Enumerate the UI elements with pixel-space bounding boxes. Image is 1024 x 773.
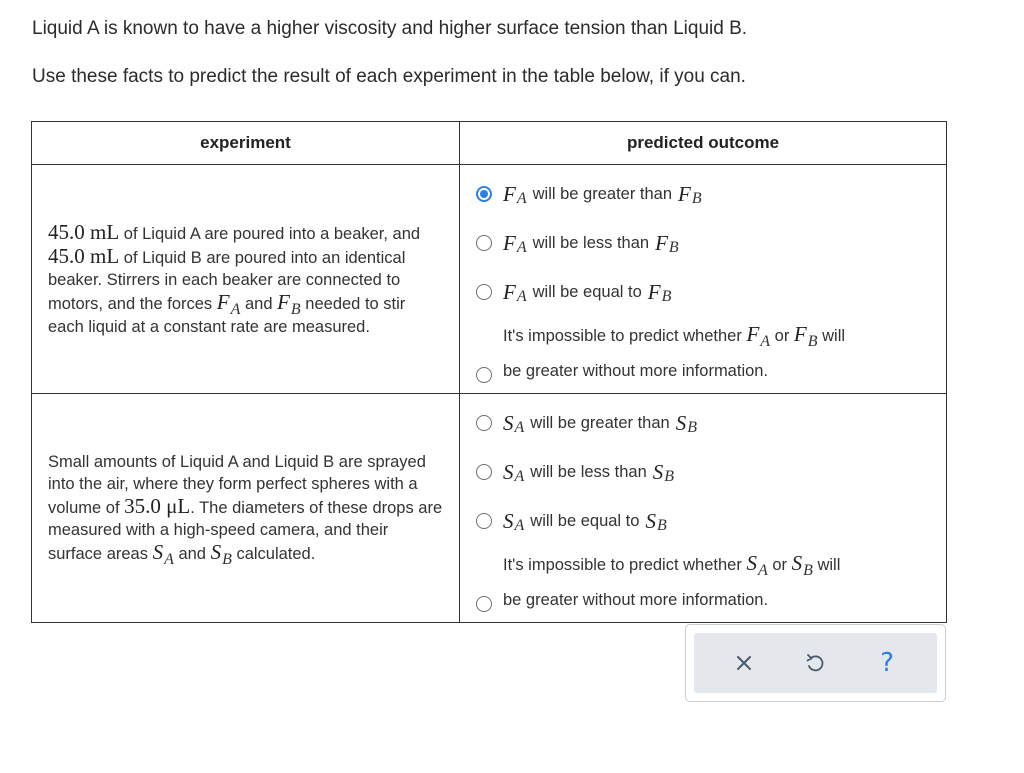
help-button[interactable] bbox=[867, 643, 907, 683]
variable-subscript: B bbox=[668, 239, 679, 256]
option-text: will bbox=[817, 556, 841, 574]
variable-subscript: B bbox=[290, 300, 301, 318]
variable-subscript: A bbox=[164, 550, 174, 568]
variable-symbol: F bbox=[216, 289, 230, 314]
experiment-text: Small amounts of Liquid A and Liquid B are sprayed into the air, where they form perfect spheres with a volume of bbox=[48, 452, 426, 517]
table-row bbox=[32, 165, 947, 394]
option-text: It's impossible to predict whether bbox=[503, 327, 742, 345]
option-sa-equal[interactable] bbox=[460, 497, 946, 546]
variable-subscript: A bbox=[516, 190, 527, 207]
variable-symbol: S bbox=[675, 410, 687, 435]
undo-button[interactable] bbox=[795, 643, 835, 683]
variable-subscript: A bbox=[514, 468, 525, 485]
header-experiment: experiment bbox=[32, 122, 460, 165]
intro-line-2: Use these facts to predict the result of each experiment in the table below, if you can. bbox=[32, 66, 746, 87]
variable-symbol: S bbox=[645, 508, 656, 533]
variable-symbol: S bbox=[503, 508, 514, 533]
help-icon: ? bbox=[880, 648, 895, 678]
variable-symbol: S bbox=[210, 539, 222, 564]
volume-value: 45.0 mL bbox=[48, 219, 120, 244]
outcome-options-1 bbox=[460, 165, 947, 394]
option-text: will bbox=[822, 327, 846, 345]
variable-symbol: S bbox=[152, 539, 164, 564]
variable-symbol: F bbox=[746, 322, 760, 346]
option-text: or bbox=[774, 327, 790, 345]
header-predicted-outcome: predicted outcome bbox=[460, 122, 947, 165]
variable-symbol: F bbox=[647, 279, 661, 304]
option-text: It's impossible to predict whether bbox=[503, 556, 742, 574]
radio-button[interactable] bbox=[476, 367, 492, 383]
variable-symbol: F bbox=[678, 181, 691, 206]
variable-subscript: B bbox=[687, 419, 697, 436]
variable-symbol: F bbox=[503, 279, 516, 304]
variable-subscript: B bbox=[807, 333, 818, 350]
option-f-impossible[interactable] bbox=[460, 317, 946, 389]
radio-button[interactable] bbox=[476, 596, 492, 612]
option-s-impossible[interactable] bbox=[460, 546, 946, 618]
experiment-text: . The diameters of these drops are measured with a high-speed camera, and their surface areas bbox=[48, 498, 443, 563]
variable-symbol: F bbox=[793, 322, 807, 346]
variable-symbol: S bbox=[503, 410, 514, 435]
radio-button[interactable] bbox=[476, 464, 492, 480]
experiment-table bbox=[31, 121, 947, 623]
experiment-description-2 bbox=[32, 394, 460, 623]
variable-symbol: F bbox=[503, 230, 516, 255]
table-header-row bbox=[32, 122, 947, 165]
radio-button-selected[interactable] bbox=[476, 186, 492, 202]
variable-subscript: A bbox=[760, 333, 771, 350]
option-text: be greater without more information. bbox=[503, 591, 769, 609]
option-sa-less[interactable] bbox=[460, 448, 946, 497]
volume-value: 45.0 mL bbox=[48, 243, 120, 268]
option-text: will be less than bbox=[532, 233, 650, 252]
variable-subscript: B bbox=[803, 562, 813, 579]
option-sa-greater[interactable] bbox=[460, 399, 946, 448]
radio-button[interactable] bbox=[476, 235, 492, 251]
variable-symbol: F bbox=[503, 181, 516, 206]
clear-button[interactable] bbox=[724, 643, 764, 683]
intro-line-1: Liquid A is known to have a higher viscosity and higher surface tension than Liquid B. bbox=[32, 18, 748, 39]
variable-subscript: B bbox=[661, 288, 672, 305]
experiment-description-1 bbox=[32, 165, 460, 394]
table-row bbox=[32, 394, 947, 623]
option-text: will be greater than bbox=[532, 184, 673, 203]
option-text: will be equal to bbox=[532, 282, 642, 301]
variable-symbol: S bbox=[791, 551, 803, 575]
radio-button[interactable] bbox=[476, 513, 492, 529]
option-text: will be less than bbox=[530, 462, 647, 481]
experiment-text: calculated. bbox=[236, 544, 316, 563]
variable-subscript: A bbox=[516, 239, 527, 256]
radio-button[interactable] bbox=[476, 415, 492, 431]
variable-symbol: F bbox=[277, 289, 290, 314]
option-text: will be equal to bbox=[530, 511, 640, 530]
volume-value: 35.0 μL bbox=[124, 493, 191, 518]
variable-subscript: B bbox=[656, 517, 667, 534]
variable-subscript: B bbox=[664, 468, 675, 485]
option-fa-greater[interactable] bbox=[460, 170, 946, 219]
experiment-text: needed to stir each liquid at a constant rate are measured. bbox=[48, 294, 406, 336]
variable-symbol: S bbox=[503, 459, 514, 484]
variable-subscript: B bbox=[222, 550, 232, 568]
experiment-text: of Liquid A are poured into a beaker, and bbox=[123, 224, 421, 243]
variable-subscript: A bbox=[516, 288, 527, 305]
variable-symbol: F bbox=[655, 230, 668, 255]
option-text: or bbox=[772, 556, 787, 574]
variable-subscript: A bbox=[514, 419, 525, 436]
toolbar-button-group bbox=[694, 633, 937, 693]
option-text: will be greater than bbox=[530, 413, 670, 432]
option-fa-less[interactable] bbox=[460, 219, 946, 268]
variable-subscript: B bbox=[691, 190, 702, 207]
variable-subscript: A bbox=[230, 300, 241, 318]
undo-icon bbox=[804, 652, 826, 674]
option-text: be greater without more information. bbox=[503, 362, 769, 380]
variable-subscript: A bbox=[514, 517, 525, 534]
variable-subscript: A bbox=[757, 562, 768, 579]
variable-symbol: S bbox=[652, 459, 664, 484]
answer-toolbar bbox=[685, 624, 946, 702]
experiment-text: and bbox=[178, 544, 206, 563]
radio-button[interactable] bbox=[476, 284, 492, 300]
outcome-options-2 bbox=[460, 394, 947, 623]
variable-symbol: S bbox=[746, 551, 757, 575]
option-fa-equal[interactable] bbox=[460, 268, 946, 317]
experiment-text: and bbox=[244, 294, 273, 313]
close-icon bbox=[735, 654, 753, 672]
experiment-text: of Liquid B are poured into an identical beaker. Stirrers in each beaker are connected to motors, and the forces bbox=[48, 248, 406, 313]
